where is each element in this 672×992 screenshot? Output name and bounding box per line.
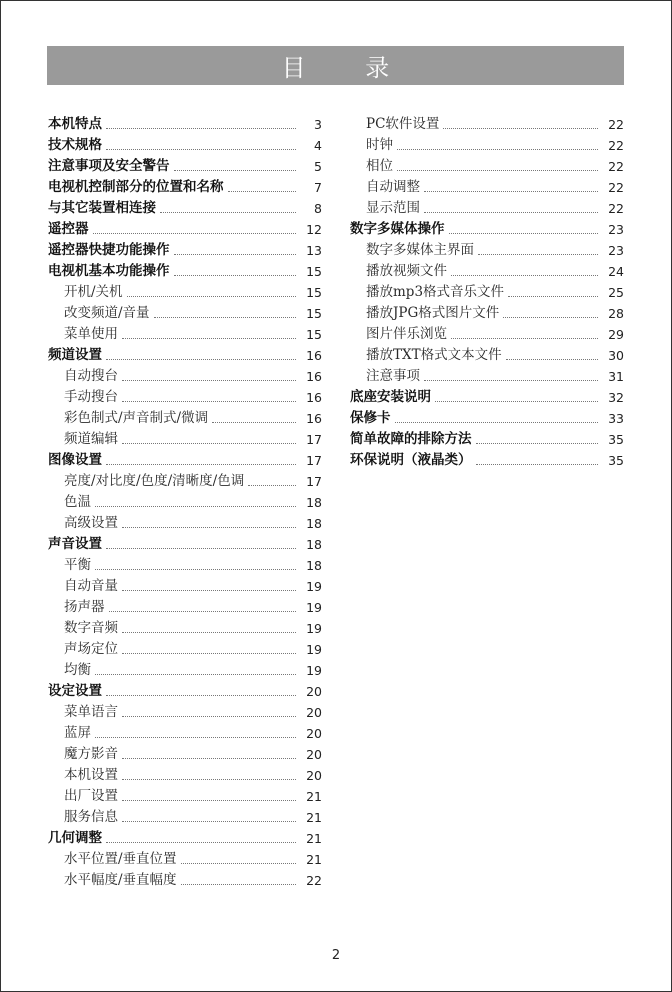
toc-entry-label: 魔方影音	[64, 746, 118, 762]
toc-leader-dots	[122, 820, 296, 822]
toc-leader-dots	[122, 778, 296, 780]
toc-entry-page: 23	[608, 243, 624, 258]
toc-leader-dots	[122, 526, 296, 528]
toc-entry-label: 改变频道/音量	[64, 305, 150, 321]
toc-entry-label: 遥控器快捷功能操作	[48, 242, 170, 258]
toc-entry-page: 8	[314, 201, 322, 216]
toc-leader-dots	[181, 883, 296, 885]
toc-leader-dots	[248, 484, 296, 486]
toc-leader-dots	[106, 148, 296, 150]
toc-entry-page: 18	[306, 495, 322, 510]
toc-entry-page: 30	[608, 348, 624, 363]
toc-entry[interactable]	[48, 555, 322, 576]
toc-entry-label: 本机设置	[64, 767, 118, 783]
toc-leader-dots	[122, 757, 296, 759]
toc-entry[interactable]	[48, 618, 322, 639]
toc-leader-dots	[95, 505, 296, 507]
toc-leader-dots	[122, 442, 296, 444]
toc-entry-page: 18	[306, 516, 322, 531]
toc-entry-page: 18	[306, 558, 322, 573]
toc-entry-page: 22	[608, 201, 624, 216]
toc-entry-label: 声场定位	[64, 641, 118, 657]
toc-entry-label: 声音设置	[48, 536, 102, 552]
toc-entry-page: 18	[306, 537, 322, 552]
toc-leader-dots	[95, 736, 296, 738]
toc-entry-label: 显示范围	[366, 200, 420, 216]
toc-entry-page: 15	[306, 285, 322, 300]
toc-entry-page: 20	[306, 747, 322, 762]
toc-leader-dots	[106, 694, 296, 696]
toc-leader-dots	[122, 652, 296, 654]
toc-entry-page: 20	[306, 726, 322, 741]
toc-entry[interactable]	[48, 219, 322, 240]
toc-entry[interactable]	[48, 261, 322, 282]
toc-entry-label: 自动搜台	[64, 368, 118, 384]
toc-leader-dots	[503, 316, 598, 318]
toc-entry[interactable]	[48, 870, 322, 891]
toc-title-bar	[47, 46, 624, 85]
toc-entry-label: 开机/关机	[64, 284, 123, 300]
toc-entry-page: 21	[306, 852, 322, 867]
toc-entry-label: 几何调整	[48, 830, 102, 846]
toc-entry[interactable]	[350, 366, 624, 387]
toc-entry[interactable]	[48, 744, 322, 765]
toc-entry-page: 22	[608, 180, 624, 195]
toc-entry-label: 手动搜台	[64, 389, 118, 405]
toc-entry-page: 16	[306, 411, 322, 426]
toc-entry[interactable]	[350, 387, 624, 408]
toc-entry[interactable]	[48, 240, 322, 261]
toc-entry-label: 播放TXT格式文本文件	[366, 347, 502, 363]
toc-entry-label: 自动调整	[366, 179, 420, 195]
toc-entry-label: 简单故障的排除方法	[350, 431, 472, 447]
toc-entry[interactable]	[48, 156, 322, 177]
toc-entry[interactable]	[48, 513, 322, 534]
toc-leader-dots	[395, 421, 599, 423]
toc-leader-dots	[95, 568, 296, 570]
toc-leader-dots	[451, 274, 598, 276]
toc-entry-label: 高级设置	[64, 515, 118, 531]
toc-leader-dots	[106, 127, 296, 129]
toc-entry[interactable]	[350, 135, 624, 156]
toc-entry-page: 19	[306, 600, 322, 615]
toc-entry-label: 水平位置/垂直位置	[64, 851, 177, 867]
toc-entry[interactable]	[48, 681, 322, 702]
toc-leader-dots	[443, 127, 598, 129]
toc-leader-dots	[122, 715, 296, 717]
toc-entry-label: 播放视频文件	[366, 263, 447, 279]
toc-leader-dots	[122, 631, 296, 633]
toc-entry-label: PC软件设置	[366, 116, 440, 132]
toc-entry[interactable]	[350, 429, 624, 450]
toc-entry[interactable]	[48, 723, 322, 744]
toc-entry-page: 4	[314, 138, 322, 153]
toc-entry-label: 数字多媒体操作	[350, 221, 445, 237]
toc-entry-page: 28	[608, 306, 624, 321]
toc-entry-label: 保修卡	[350, 410, 391, 426]
toc-leader-dots	[127, 295, 296, 297]
toc-leader-dots	[451, 337, 598, 339]
toc-entry[interactable]	[48, 765, 322, 786]
toc-entry[interactable]	[350, 345, 624, 366]
toc-leader-dots	[93, 232, 297, 234]
toc-entry-label: 菜单使用	[64, 326, 118, 342]
toc-entry[interactable]	[48, 366, 322, 387]
toc-entry-label: 数字多媒体主界面	[366, 242, 474, 258]
toc-entry-label: 均衡	[64, 662, 91, 678]
toc-entry-label: 出厂设置	[64, 788, 118, 804]
toc-entry[interactable]	[48, 702, 322, 723]
toc-entry[interactable]	[350, 282, 624, 303]
toc-entry-label: 本机特点	[48, 116, 102, 132]
toc-leader-dots	[109, 610, 297, 612]
toc-leader-dots	[476, 463, 599, 465]
toc-entry-label: 色温	[64, 494, 91, 510]
toc-entry-page: 21	[306, 831, 322, 846]
toc-entry-label: 注意事项	[366, 368, 420, 384]
toc-entry[interactable]	[48, 807, 322, 828]
toc-entry[interactable]	[350, 177, 624, 198]
toc-entry-label: 数字音频	[64, 620, 118, 636]
toc-entry[interactable]	[48, 450, 322, 471]
toc-entry[interactable]	[48, 828, 322, 849]
toc-entry-page: 22	[608, 117, 624, 132]
toc-entry-page: 20	[306, 705, 322, 720]
toc-entry[interactable]	[48, 198, 322, 219]
toc-entry[interactable]	[48, 177, 322, 198]
toc-entry-page: 7	[314, 180, 322, 195]
toc-entry-label: 技术规格	[48, 137, 102, 153]
toc-leader-dots	[181, 862, 296, 864]
toc-leader-dots	[122, 799, 296, 801]
toc-entry-label: 时钟	[366, 137, 393, 153]
toc-leader-dots	[424, 379, 598, 381]
toc-entry-label: 平衡	[64, 557, 91, 573]
toc-entry-page: 3	[314, 117, 322, 132]
toc-entry-label: 频道编辑	[64, 431, 118, 447]
toc-entry-page: 15	[306, 306, 322, 321]
toc-entry-page: 19	[306, 621, 322, 636]
toc-entry-label: 注意事项及安全警告	[48, 158, 170, 174]
toc-entry[interactable]	[48, 660, 322, 681]
toc-leader-dots	[424, 190, 598, 192]
toc-entry-page: 21	[306, 789, 322, 804]
toc-entry-label: 电视机控制部分的位置和名称	[48, 179, 224, 195]
toc-right-column	[350, 114, 624, 471]
toc-entry-page: 19	[306, 579, 322, 594]
toc-entry[interactable]	[48, 492, 322, 513]
toc-title: 目 录	[281, 54, 416, 82]
toc-entry-page: 20	[306, 684, 322, 699]
toc-entry-page: 19	[306, 663, 322, 678]
toc-leader-dots	[106, 358, 296, 360]
toc-leader-dots	[122, 379, 296, 381]
toc-entry-page: 19	[306, 642, 322, 657]
toc-entry[interactable]	[48, 597, 322, 618]
toc-entry-label: 底座安装说明	[350, 389, 431, 405]
toc-entry-page: 32	[608, 390, 624, 405]
toc-entry-page: 22	[608, 138, 624, 153]
toc-leader-dots	[122, 400, 296, 402]
toc-entry[interactable]	[350, 198, 624, 219]
toc-entry-page: 15	[306, 264, 322, 279]
toc-leader-dots	[397, 169, 598, 171]
toc-entry[interactable]	[48, 114, 322, 135]
toc-leader-dots	[228, 190, 297, 192]
toc-entry[interactable]	[350, 156, 624, 177]
toc-entry[interactable]	[48, 408, 322, 429]
toc-entry[interactable]	[350, 450, 624, 471]
toc-entry-label: 菜单语言	[64, 704, 118, 720]
toc-leader-dots	[174, 274, 297, 276]
toc-entry[interactable]	[48, 303, 322, 324]
toc-entry-label: 图片伴乐浏览	[366, 326, 447, 342]
toc-entry-page: 17	[306, 432, 322, 447]
toc-entry-label: 设定设置	[48, 683, 102, 699]
toc-entry[interactable]	[48, 576, 322, 597]
toc-entry-label: 蓝屏	[64, 725, 91, 741]
toc-leader-dots	[449, 232, 599, 234]
toc-entry-label: 相位	[366, 158, 393, 174]
toc-entry-page: 12	[306, 222, 322, 237]
toc-left-column	[48, 114, 322, 891]
toc-leader-dots	[95, 673, 296, 675]
toc-entry-label: 环保说明（液晶类）	[350, 452, 472, 468]
toc-entry-label: 播放mp3格式音乐文件	[366, 284, 505, 300]
toc-leader-dots	[106, 463, 296, 465]
toc-entry-label: 亮度/对比度/色度/清晰度/色调	[64, 473, 245, 489]
toc-entry-page: 17	[306, 474, 322, 489]
toc-entry-page: 15	[306, 327, 322, 342]
toc-leader-dots	[397, 148, 598, 150]
toc-entry-label: 自动音量	[64, 578, 118, 594]
toc-entry-label: 播放JPG格式图片文件	[366, 305, 500, 321]
toc-entry-page: 24	[608, 264, 624, 279]
toc-entry-page: 16	[306, 348, 322, 363]
toc-entry-label: 彩色制式/声音制式/微调	[64, 410, 209, 426]
toc-entry[interactable]	[48, 282, 322, 303]
toc-leader-dots	[160, 211, 296, 213]
toc-entry[interactable]	[350, 324, 624, 345]
toc-entry[interactable]	[350, 408, 624, 429]
toc-leader-dots	[174, 253, 297, 255]
toc-entry[interactable]	[48, 639, 322, 660]
toc-entry-label: 与其它装置相连接	[48, 200, 156, 216]
toc-entry[interactable]	[48, 849, 322, 870]
toc-leader-dots	[154, 316, 296, 318]
toc-entry-page: 13	[306, 243, 322, 258]
toc-entry-page: 29	[608, 327, 624, 342]
toc-entry[interactable]	[350, 303, 624, 324]
toc-entry-page: 5	[314, 159, 322, 174]
toc-entry-label: 水平幅度/垂直幅度	[64, 872, 177, 888]
toc-leader-dots	[122, 337, 296, 339]
toc-entry[interactable]	[48, 324, 322, 345]
toc-entry-page: 33	[608, 411, 624, 426]
toc-leader-dots	[106, 547, 296, 549]
toc-entry[interactable]	[350, 219, 624, 240]
toc-leader-dots	[212, 421, 296, 423]
toc-entry[interactable]	[48, 534, 322, 555]
toc-entry-label: 服务信息	[64, 809, 118, 825]
toc-entry-page: 16	[306, 369, 322, 384]
toc-leader-dots	[106, 841, 296, 843]
toc-leader-dots	[476, 442, 599, 444]
toc-entry[interactable]	[48, 786, 322, 807]
toc-entry-page: 22	[306, 873, 322, 888]
toc-entry-label: 频道设置	[48, 347, 102, 363]
toc-entry-page: 21	[306, 810, 322, 825]
toc-entry[interactable]	[350, 261, 624, 282]
toc-leader-dots	[435, 400, 598, 402]
toc-entry[interactable]	[48, 387, 322, 408]
toc-leader-dots	[122, 589, 296, 591]
toc-entry[interactable]	[350, 240, 624, 261]
toc-leader-dots	[508, 295, 598, 297]
toc-entry[interactable]	[48, 345, 322, 366]
toc-leader-dots	[424, 211, 598, 213]
toc-entry-page: 22	[608, 159, 624, 174]
toc-entry-label: 扬声器	[64, 599, 105, 615]
toc-entry-page: 23	[608, 222, 624, 237]
toc-entry-page: 25	[608, 285, 624, 300]
toc-entry-label: 遥控器	[48, 221, 89, 237]
toc-entry[interactable]	[350, 114, 624, 135]
toc-entry-page: 31	[608, 369, 624, 384]
toc-leader-dots	[174, 169, 297, 171]
toc-entry-label: 电视机基本功能操作	[48, 263, 170, 279]
toc-leader-dots	[506, 358, 598, 360]
toc-entry[interactable]	[48, 429, 322, 450]
toc-entry-page: 16	[306, 390, 322, 405]
toc-leader-dots	[478, 253, 598, 255]
toc-entry-page: 20	[306, 768, 322, 783]
toc-entry[interactable]	[48, 471, 322, 492]
toc-entry-label: 图像设置	[48, 452, 102, 468]
toc-entry-page: 17	[306, 453, 322, 468]
toc-entry-page: 35	[608, 453, 624, 468]
page-number: 2	[331, 948, 341, 963]
toc-entry[interactable]	[48, 135, 322, 156]
toc-entry-page: 35	[608, 432, 624, 447]
